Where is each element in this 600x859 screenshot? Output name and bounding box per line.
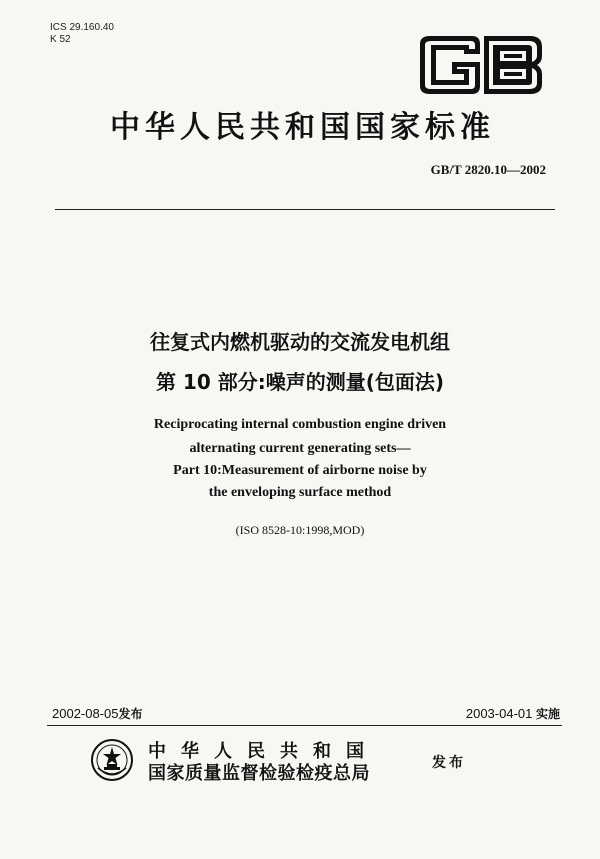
issue-date-value: 2002-08-05: [52, 706, 119, 721]
national-standard-title: 中华人民共和国国家标准: [110, 110, 495, 145]
chinese-title-line-2: 第 10 部分:噪声的测量(包面法): [155, 370, 445, 394]
publish-label: 发布: [432, 755, 466, 771]
english-title-line-3: Part 10:Measurement of airborne noise by: [173, 463, 427, 478]
issuer-line-2: 国家质量监督检验检疫总局: [148, 763, 370, 784]
issuing-authority: [148, 741, 379, 785]
english-title-line-4: the enveloping surface method: [208, 485, 392, 500]
standard-number: GB/T 2820.10—2002: [430, 162, 546, 177]
english-title-line-1: Reciprocating internal combustion engine driven: [153, 417, 447, 432]
english-title-line-2: alternating current generating sets—: [189, 441, 411, 456]
iso-reference: (ISO 8528-10:1998,MOD): [235, 523, 365, 537]
issue-label: 发布: [118, 707, 143, 721]
footer-divider: [47, 725, 562, 726]
implement-date: [466, 705, 560, 722]
ics-code: ICS 29.160.40: [50, 22, 114, 33]
chinese-title-line-1: 往复式内燃机驱动的交流发电机组: [150, 330, 450, 354]
gb-logo: [412, 34, 546, 96]
header-divider: [55, 209, 555, 210]
national-emblem-icon: [90, 738, 134, 782]
ccs-code: K 52: [50, 34, 71, 45]
issuer-line-1: 中华人民共和国: [148, 741, 379, 762]
implement-label: 实施: [535, 707, 560, 721]
issue-date: [52, 705, 143, 722]
classification-codes: [50, 22, 114, 46]
implement-date-value: 2003-04-01: [465, 706, 533, 721]
